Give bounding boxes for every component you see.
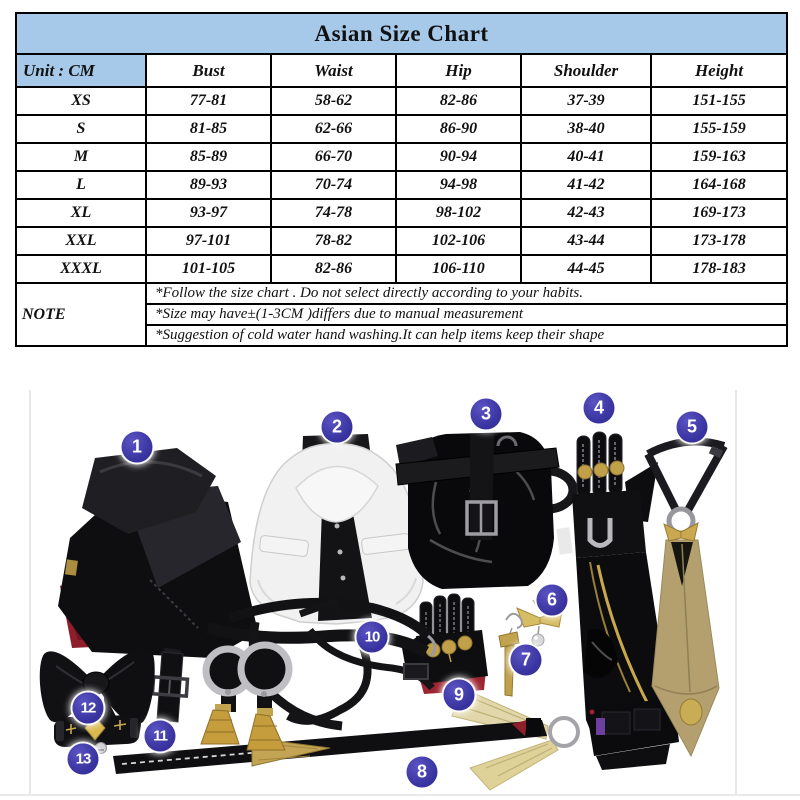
callout-badge-harness-goggles: 10 [357,622,388,653]
measurement-cell: 169-173 [651,199,787,227]
measurement-cell: 93-97 [146,199,271,227]
measurement-cell: 40-41 [521,143,651,171]
measurement-cell: 94-98 [396,171,521,199]
note-text: *Suggestion of cold water hand washing.It can help items keep their shape [146,325,787,346]
measurement-cell: 102-106 [396,227,521,255]
callout-badge-choker: 13 [68,744,99,775]
measurement-cell: 90-94 [396,143,521,171]
size-label: XXL [16,227,146,255]
callout-badge-belt-with-tassels: 8 [407,757,438,788]
callout-badge-gold-tie: 5 [677,412,708,443]
size-chart [15,12,788,347]
unit-label: Unit : CM [16,54,146,87]
measurement-cell: 86-90 [396,115,521,143]
measurement-cell: 173-178 [651,227,787,255]
callout-badge-earring: 7 [511,645,542,676]
size-label: L [16,171,146,199]
measurement-cell: 159-163 [651,143,787,171]
measurement-cell: 81-85 [146,115,271,143]
measurement-cell: 62-66 [271,115,396,143]
size-label: XL [16,199,146,227]
measurement-cell: 37-39 [521,87,651,115]
measurement-cell: 78-82 [271,227,396,255]
callout-badge-wrist-strap: 11 [145,721,176,752]
measurement-cell: 178-183 [651,255,787,283]
measurement-cell: 74-78 [271,199,396,227]
callout-badge-black-jacket: 1 [122,432,153,463]
measurement-cell: 85-89 [146,143,271,171]
leather-bag [396,432,573,589]
white-vest [250,434,423,624]
measurement-cell: 98-102 [396,199,521,227]
size-row-m [16,143,787,171]
callout-badge-butterfly-clip: 6 [537,585,568,616]
note-text: *Size may have±(1-3CM )differs due to manual measurement [146,304,787,325]
size-chart-title: Asian Size Chart [16,13,787,54]
size-label: XS [16,87,146,115]
column-header-waist: Waist [271,54,396,87]
measurement-cell: 42-43 [521,199,651,227]
callout-badge-white-vest: 2 [322,412,353,443]
size-row-s [16,115,787,143]
size-row-l [16,171,787,199]
size-chart-table [15,12,788,347]
measurement-cell: 151-155 [651,87,787,115]
measurement-cell: 43-44 [521,227,651,255]
measurement-cell: 82-86 [396,87,521,115]
wrist-strap [152,648,187,722]
note-label: NOTE [16,283,146,346]
measurement-cell: 164-168 [651,171,787,199]
callout-badge-hair-bow: 12 [73,693,104,724]
costume-pieces-illustration [0,390,800,800]
measurement-cell: 89-93 [146,171,271,199]
size-label: S [16,115,146,143]
measurement-cell: 44-45 [521,255,651,283]
measurement-cell: 97-101 [146,227,271,255]
choker [54,715,141,754]
measurement-cell: 41-42 [521,171,651,199]
size-row-xxxl [16,255,787,283]
column-header-bust: Bust [146,54,271,87]
callout-badge-long-glove: 4 [584,393,615,424]
measurement-cell: 155-159 [651,115,787,143]
column-header-hip: Hip [396,54,521,87]
product-photo [0,390,800,800]
callout-badge-leather-bag: 3 [471,399,502,430]
measurement-cell: 106-110 [396,255,521,283]
measurement-cell: 82-86 [271,255,396,283]
column-header-height: Height [651,54,787,87]
measurement-cell: 38-40 [521,115,651,143]
measurement-cell: 101-105 [146,255,271,283]
size-row-xxl [16,227,787,255]
measurement-cell: 70-74 [271,171,396,199]
note-row [16,283,787,304]
measurement-cell: 77-81 [146,87,271,115]
note-text: *Follow the size chart . Do not select directly according to your habits. [146,283,787,304]
callout-badge-short-glove: 9 [444,680,475,711]
size-label: M [16,143,146,171]
column-header-shoulder: Shoulder [521,54,651,87]
size-row-xs [16,87,787,115]
size-row-xl [16,199,787,227]
measurement-cell: 66-70 [271,143,396,171]
measurement-cell: 58-62 [271,87,396,115]
size-label: XXXL [16,255,146,283]
